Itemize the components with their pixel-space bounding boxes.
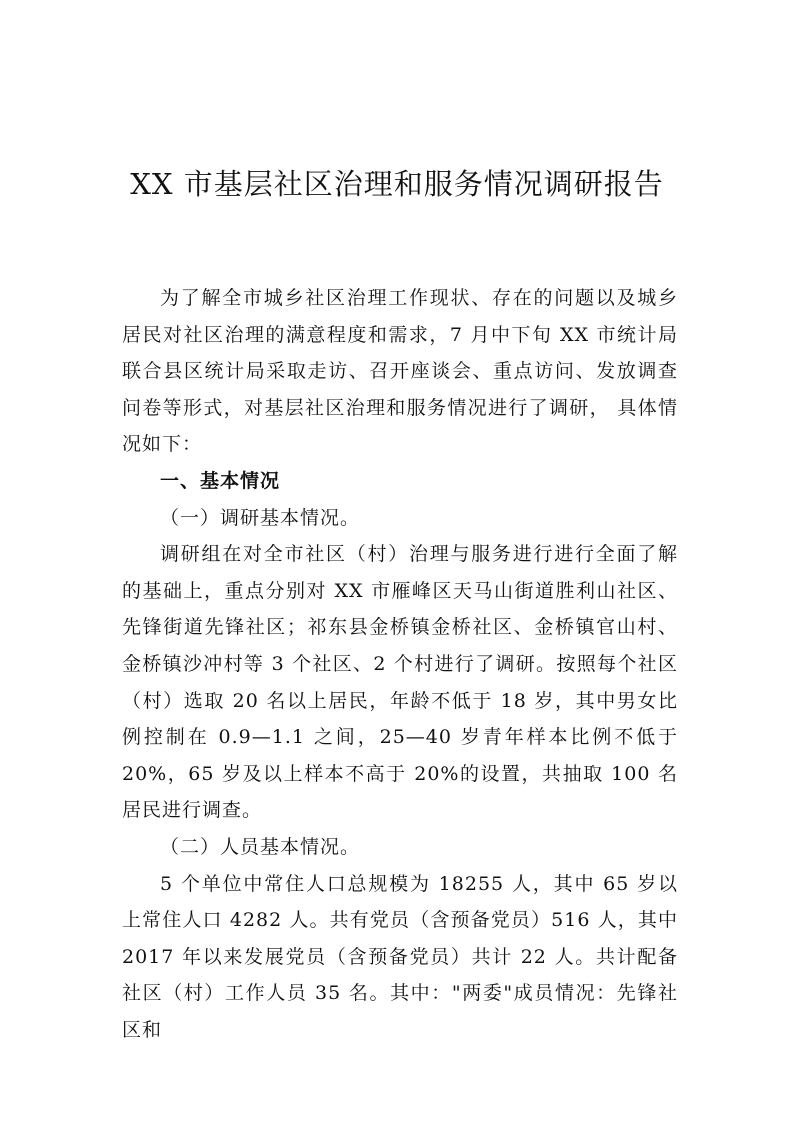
intro-paragraph: 为了解全市城乡社区治理工作现状、存在的问题以及城乡居民对社区治理的满意程度和需求，7 月中下旬 XX 市统计局联合县区统计局采取走访、召开座谈会、重点访问、发放调查问卷等形式，对基层社区治理和服务情况进行了调研， 具体情况如下： xyxy=(122,287,678,456)
subsection-heading-personnel-basics: （二）人员基本情况。 xyxy=(160,835,361,858)
report-body xyxy=(122,280,678,1048)
survey-basics-paragraph: 调研组在对全市社区（村）治理与服务进行进行全面了解的基础上，重点分别对 XX 市雁峰区天马山街道胜利山社区、先锋街道先锋社区；祁东县金桥镇金桥社区、金桥镇官山村、金桥镇沙冲村等 3 个社区、2 个村进行了调研。按照每个社区（村）选取 20 名以上居民，年龄不低于 18 岁，其中男女比例控制在 0.9—1.1 之间，25—40 岁青年样本比例不低于 20%，65 岁及以上样本不高于 20%的设置，共抽取 100 名居民进行调查。 xyxy=(122,543,678,822)
personnel-basics-paragraph: 5 个单位中常住人口总规模为 18255 人，其中 65 岁以上常住人口 4282 人。共有党员（含预备党员）516 人，其中 2017 年以来发展党员（含预备党员）共计 22 人。共计配备社区（村）工作人员 35 名。其中："两委"成员情况：先锋社区和 xyxy=(122,872,678,1041)
section-heading-basic-situation: 一、基本情况 xyxy=(160,469,281,492)
subsection-heading-survey-basics: （一）调研基本情况。 xyxy=(160,506,361,529)
report-title: XX 市基层社区治理和服务情况调研报告 xyxy=(130,167,664,201)
